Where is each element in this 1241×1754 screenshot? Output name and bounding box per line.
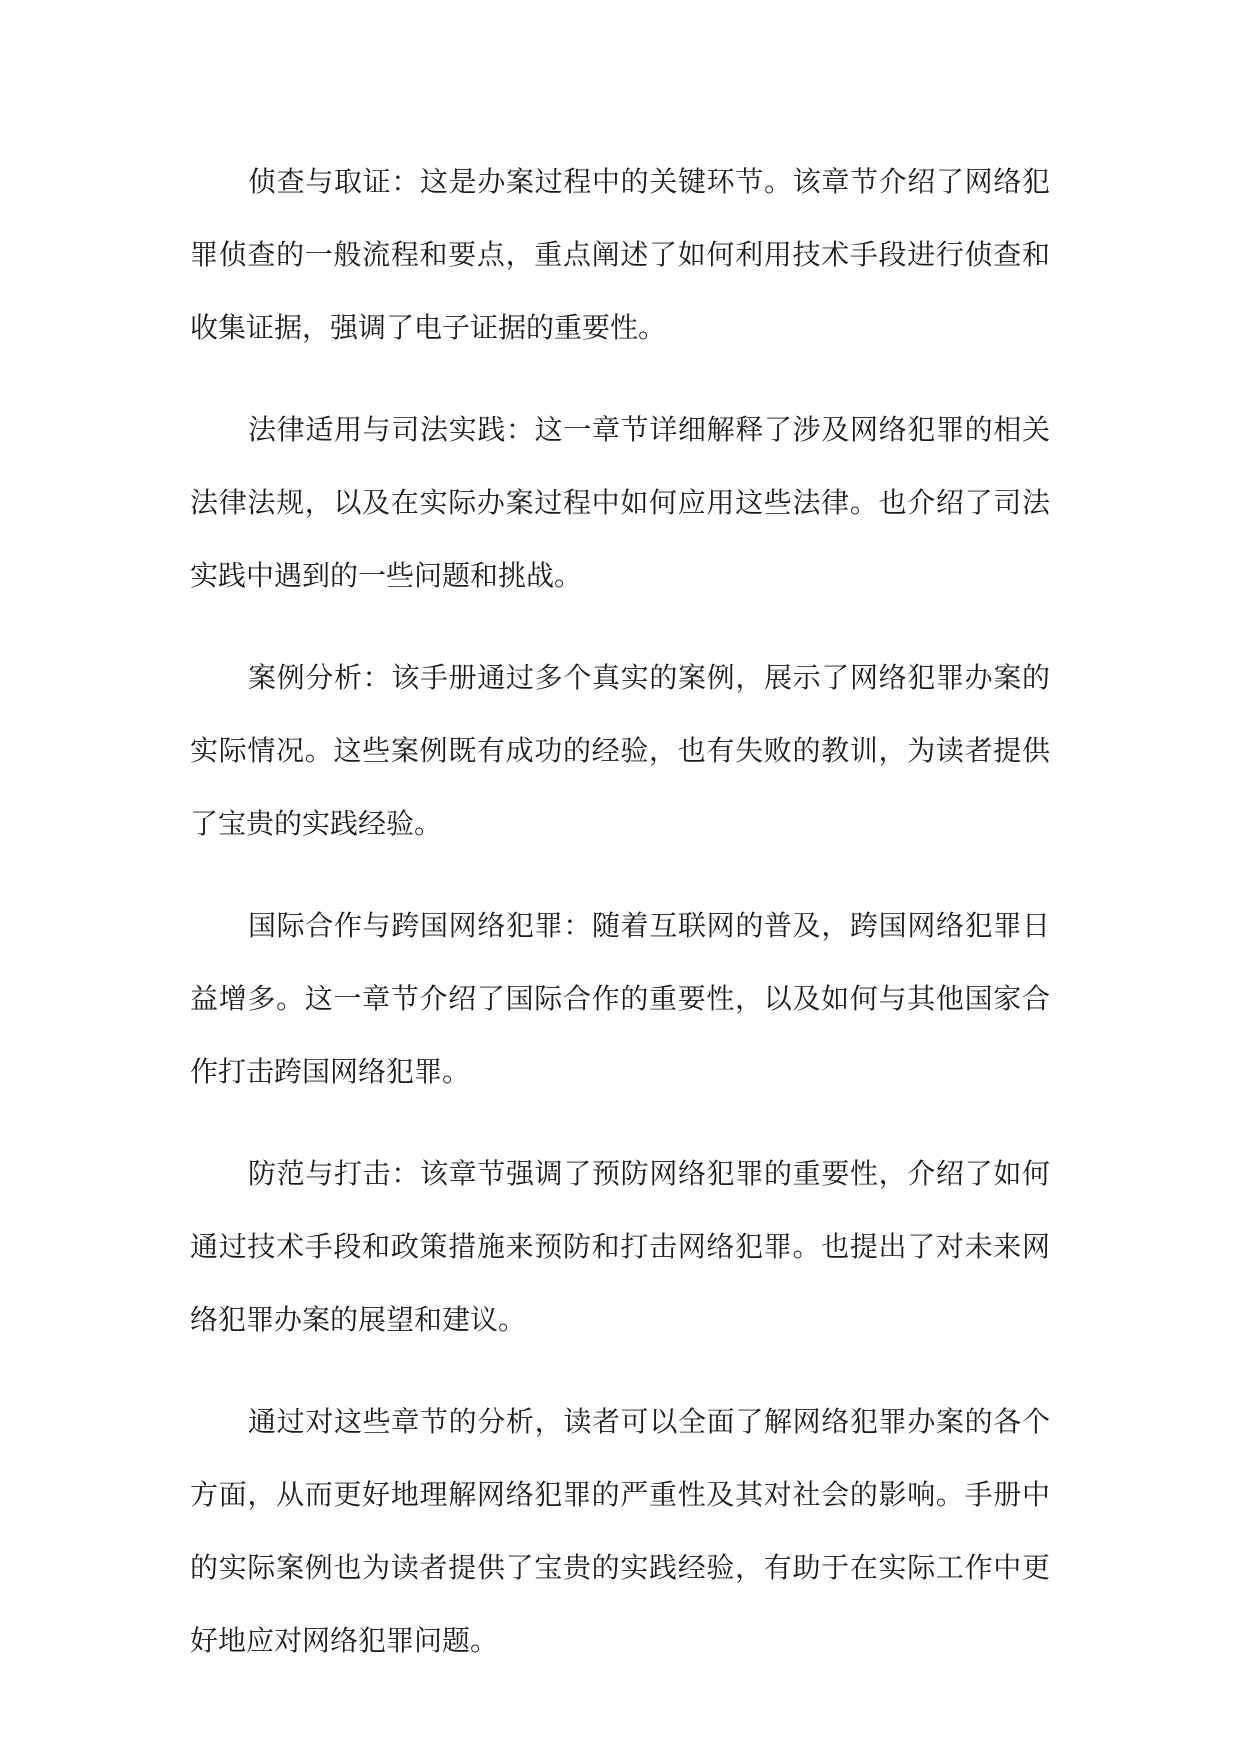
paragraph-international-cooperation: 国际合作与跨国网络犯罪：随着互联网的普及，跨国网络犯罪日益增多。这一章节介绍了国际合作的重要性，以及如何与其他国家合作打击跨国网络犯罪。 [190,909,1050,1088]
paragraph-investigation-evidence: 侦查与取证：这是办案过程中的关键环节。该章节介绍了网络犯罪侦查的一般流程和要点，重点阐述了如何利用技术手段进行侦查和收集证据，强调了电子证据的重要性。 [190,165,1050,344]
paragraph-case-analysis: 案例分析：该手册通过多个真实的案例，展示了网络犯罪办案的实际情况。这些案例既有成功的经验，也有失败的教训，为读者提供了宝贵的实践经验。 [190,661,1050,840]
paragraph-summary: 通过对这些章节的分析，读者可以全面了解网络犯罪办案的各个方面，从而更好地理解网络犯罪的严重性及其对社会的影响。手册中的实际案例也为读者提供了宝贵的实践经验，有助于在实际工作中更好地应对网络犯罪问题。 [190,1405,1050,1657]
paragraph-prevention-strike: 防范与打击：该章节强调了预防网络犯罪的重要性，介绍了如何通过技术手段和政策措施来预防和打击网络犯罪。也提出了对未来网络犯罪办案的展望和建议。 [190,1157,1050,1336]
paragraph-legal-application: 法律适用与司法实践：这一章节详细解释了涉及网络犯罪的相关法律法规，以及在实际办案过程中如何应用这些法律。也介绍了司法实践中遇到的一些问题和挑战。 [190,413,1050,592]
document-body [190,145,1050,1706]
